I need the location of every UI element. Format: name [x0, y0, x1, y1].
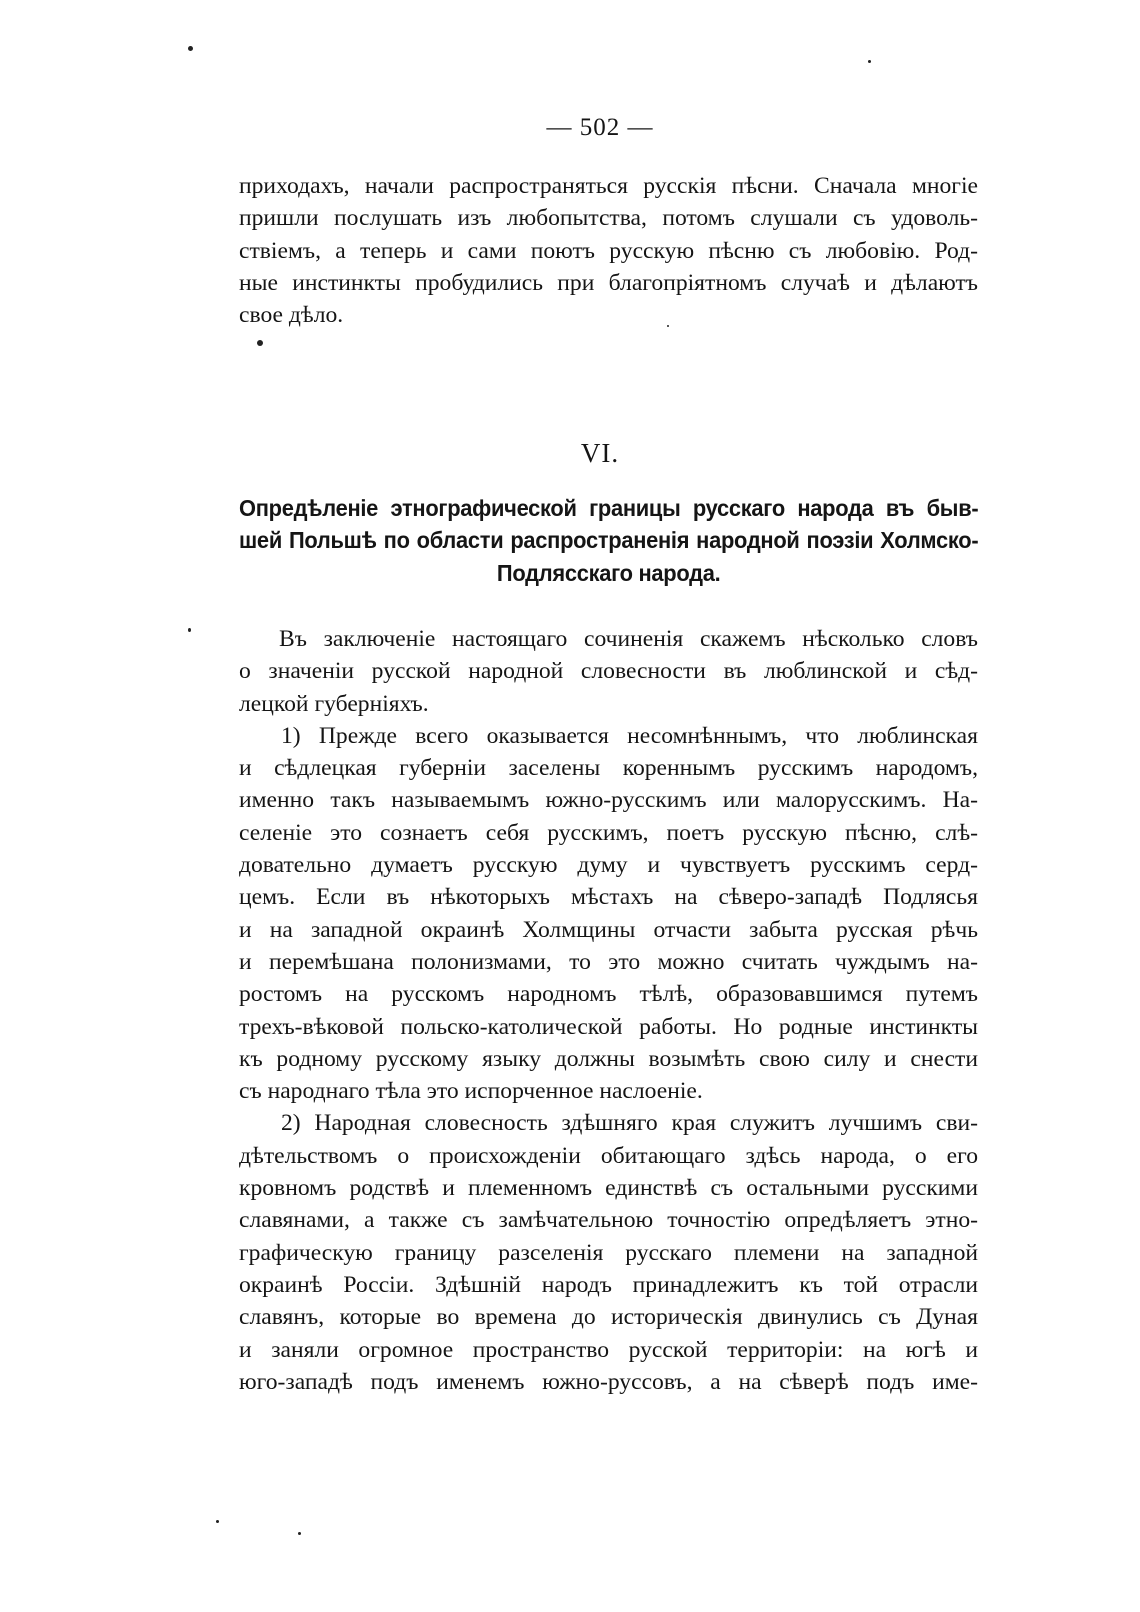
text-line: приходахъ, начали распространяться русскія пѣсни. Сначала многіе — [239, 173, 978, 199]
text-line: 2) Народная словесность здѣшняго края служитъ лучшимъ сви- — [281, 1110, 978, 1137]
text-line: окраинѣ Россіи. Здѣшній народъ принадлежитъ къ той отрасли — [239, 1271, 978, 1298]
text-line: свое дѣло. — [239, 302, 344, 329]
text-line: славянами, а также съ замѣчательною точностію опредѣляетъ этно- — [239, 1207, 978, 1234]
text-line: ные инстинкты пробудились при благопріятномъ случаѣ и дѣлаютъ — [239, 269, 978, 296]
text-line: кровномъ родствѣ и племенномъ единствѣ съ остальными русскими — [239, 1175, 978, 1202]
scan-speck — [868, 60, 871, 63]
heading-line: Опредѣленіе этнографической границы русскаго народа въ быв- — [239, 495, 979, 521]
heading-line: шей Польшѣ по области распространенія народной поэзіи Холмско- — [239, 527, 979, 554]
scan-speck — [188, 628, 191, 632]
text-line: именно такъ называемымъ южно-русскимъ или малорусскимъ. На- — [239, 787, 978, 814]
scan-speck — [667, 325, 669, 327]
text-line: трехъ-вѣковой польско-католической работы. Но родные инстинкты — [239, 1013, 978, 1040]
text-line: къ родному русскому языку должны возымѣть свою силу и снести — [239, 1045, 978, 1072]
scan-speck — [216, 1520, 219, 1523]
text-line: о значеніи русской народной словесности въ люблинской и сѣд- — [239, 658, 978, 685]
text-line: ствіемъ, а теперь и сами поютъ русскую пѣсню съ любовію. Род- — [239, 237, 978, 264]
text-line: пришли послушать изъ любопытства, потомъ слушали съ удоволь- — [239, 205, 978, 232]
text-line: дѣтельствомъ о происхожденіи обитающаго здѣсь народа, о его — [239, 1142, 978, 1169]
text-line: лецкой губерніяхъ. — [239, 690, 429, 717]
text-line: графическую границу разселенія русскаго племени на западной — [239, 1239, 978, 1266]
text-line: съ народнаго тѣла это испорченное наслоеніе. — [239, 1078, 703, 1105]
text-line: Въ заключеніе настоящаго сочиненія скажемъ нѣсколько словъ — [279, 626, 978, 652]
text-line: и заняли огромное пространство русской территоріи: на югѣ и — [239, 1336, 978, 1363]
text-line: и сѣдлецкая губерніи заселены кореннымъ русскимъ народомъ, — [239, 755, 978, 782]
scan-speck — [257, 340, 263, 346]
scan-speck — [298, 1532, 301, 1535]
heading-line: Подлясскаго народа. — [496, 559, 721, 586]
text-line: ростомъ на русскомъ народномъ тѣлѣ, образовавшимся путемъ — [239, 981, 978, 1008]
intro-paragraph — [239, 170, 978, 331]
text-line: цемъ. Если въ нѣкоторыхъ мѣстахъ на сѣверо-западѣ Подлясья — [239, 884, 978, 911]
text-line: славянъ, которые во времена до историческія двинулись съ Дуная — [239, 1304, 978, 1331]
text-line: юго-западѣ подъ именемъ южно-руссовъ, а на сѣверѣ подъ име- — [239, 1368, 978, 1395]
page-number: — 502 — — [546, 114, 654, 141]
scan-speck — [188, 46, 193, 51]
section-numeral: VI. — [580, 438, 620, 468]
text-line: селеніе это сознаетъ себя русскимъ, поетъ русскую пѣсню, слѣ- — [239, 819, 978, 846]
text-line: и перемѣшана полонизмами, то это можно считать чуждымъ на- — [239, 948, 978, 975]
section-heading — [239, 492, 979, 589]
text-line: и на западной окраинѣ Холмщины отчасти забыта русская рѣчь — [239, 916, 978, 943]
text-line: 1) Прежде всего оказывается несомнѣннымъ, что люблинская — [281, 722, 978, 749]
body-text — [239, 623, 978, 1398]
text-line: довательно думаетъ русскую думу и чувствуетъ русскимъ серд- — [239, 852, 978, 879]
